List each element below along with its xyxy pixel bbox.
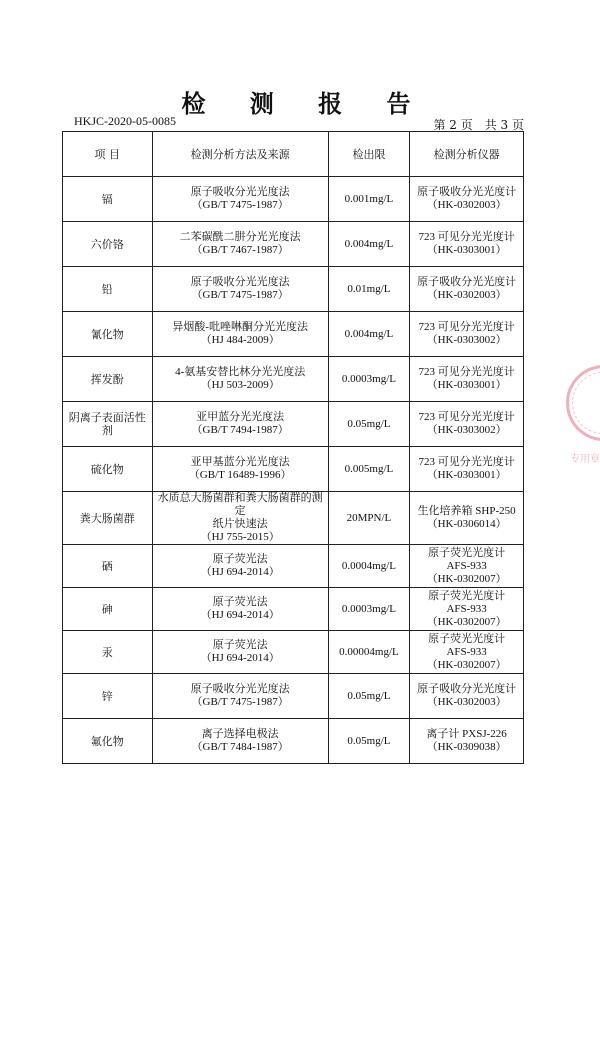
cell-detection-limit: 0.01mg/L [328,267,410,312]
method-line: 原子吸收分光光度法 [190,683,290,695]
method-line: （GB/T 7475-1987） [191,289,289,301]
cell-item: 铅 [63,267,153,312]
instrument-line: 原子荧光光度计 [428,589,506,602]
cell-detection-limit: 0.05mg/L [328,719,410,764]
cell-method [152,674,328,719]
method-line: 亚甲蓝分光光度法 [196,411,285,423]
cell-method [152,222,328,267]
page-info: 第 2 页 共 3 页 [433,118,524,132]
cell-item: 粪大肠菌群 [63,492,153,545]
table-row [63,222,524,267]
method-line: （HJ 484-2009） [200,334,280,346]
method-line: 纸片快速法 [212,518,268,530]
cell-method [152,719,328,764]
table-row [63,674,524,719]
cell-method [152,447,328,492]
cell-item: 硒 [63,545,153,588]
cell-detection-limit: 0.0003mg/L [328,588,410,631]
instrument-line: 723 可见分光光度计 [418,231,515,243]
cell-detection-limit: 0.0004mg/L [328,545,410,588]
cell-item: 锌 [63,674,153,719]
header-method: 检测分析方法及来源 [152,132,328,177]
method-line: 原子吸收分光光度法 [190,186,290,198]
cell-method [152,177,328,222]
cell-instrument [410,177,524,222]
table-row [63,357,524,402]
method-line: 4-氨基安替比林分光光度法 [175,366,306,378]
method-line: （HJ 694-2014） [200,652,280,664]
table-header-row [63,132,524,177]
table-row [63,402,524,447]
table-row [63,177,524,222]
cell-method [152,545,328,588]
instrument-line: 生化培养箱 SHP-250 [417,505,516,517]
red-seal-text: 专用章 [570,454,600,465]
method-line: （GB/T 7484-1987） [191,741,289,753]
cell-method [152,357,328,402]
cell-instrument [410,267,524,312]
method-line: （HJ 694-2014） [200,609,280,621]
cell-detection-limit: 20MPN/L [328,492,410,545]
instrument-line: 原子吸收分光光度计 [417,276,517,288]
table-row [63,312,524,357]
cell-instrument [410,357,524,402]
method-line: 水质总大肠菌群和粪大肠菌群的测定 [157,492,323,517]
cell-detection-limit: 0.05mg/L [328,402,410,447]
header-instrument: 检测分析仪器 [410,132,524,177]
instrument-line: （HK-0303002） [426,424,507,436]
header-item: 项 目 [63,132,153,177]
instrument-line: （HK-0302003） [426,199,507,211]
method-line: 原子荧光法 [212,596,268,608]
instrument-line: （HK-0303001） [426,379,507,391]
cell-item: 氰化物 [63,312,153,357]
cell-detection-limit: 0.004mg/L [328,222,410,267]
method-line: （GB/T 16489-1996） [188,469,292,481]
method-line: （HJ 503-2009） [200,379,280,391]
cell-instrument [410,588,524,631]
method-line: （HJ 694-2014） [200,566,280,578]
cell-detection-limit: 0.004mg/L [328,312,410,357]
instrument-line: （HK-0303001） [426,469,507,481]
report-title: 检 测 报 告 [181,89,429,118]
cell-method [152,588,328,631]
instrument-line: 原子吸收分光光度计 [417,186,517,198]
cell-instrument [410,312,524,357]
cell-item: 挥发酚 [63,357,153,402]
method-line: 亚甲基蓝分光光度法 [190,456,290,468]
instrument-line: （HK-0302007） [426,572,507,585]
report-number: HKJC-2020-05-0085 [74,114,176,128]
instrument-line: 离子计 PXSJ-226 [426,728,507,740]
cell-item: 阴离子表面活性剂 [63,402,153,447]
instrument-line: AFS-933 [446,602,487,615]
cell-detection-limit: 0.05mg/L [328,674,410,719]
instrument-line: （HK-0303001） [426,244,507,256]
method-line: （GB/T 7475-1987） [191,696,289,708]
method-line: （GB/T 7475-1987） [191,199,289,211]
cell-detection-limit: 0.00004mg/L [328,631,410,674]
cell-instrument [410,719,524,764]
method-line: 原子荧光法 [212,553,268,565]
method-line: 二苯碳酰二肼分光光度法 [179,231,301,243]
cell-instrument [410,674,524,719]
cell-item: 砷 [63,588,153,631]
cell-method [152,492,328,545]
cell-detection-limit: 0.0003mg/L [328,357,410,402]
instrument-line: 原子荧光光度计 [428,632,506,645]
method-line: （HJ 755-2015） [200,531,280,543]
cell-method [152,631,328,674]
method-line: 原子荧光法 [212,639,268,651]
table-row [63,631,524,674]
method-line: （GB/T 7494-1987） [191,424,289,436]
cell-instrument [410,545,524,588]
header-limit: 检出限 [328,132,410,177]
instrument-line: AFS-933 [446,559,487,572]
cell-instrument [410,447,524,492]
instrument-line: AFS-933 [446,645,487,658]
cell-item: 六价铬 [63,222,153,267]
method-line: 原子吸收分光光度法 [190,276,290,288]
cell-instrument [410,492,524,545]
table-row [63,492,524,545]
instrument-line: （HK-0302007） [426,615,507,628]
cell-item: 氟化物 [63,719,153,764]
method-line: 离子选择电极法 [201,728,279,740]
instrument-line: （HK-0302007） [426,658,507,671]
table-row [63,588,524,631]
cell-method [152,402,328,447]
cell-method [152,267,328,312]
method-line: （GB/T 7467-1987） [191,244,289,256]
instrument-line: （HK-0302003） [426,289,507,301]
table-row [63,267,524,312]
table-row [63,545,524,588]
instrument-line: （HK-0303002） [426,334,507,346]
method-line: 异烟酸-吡唑啉酮分光光度法 [172,321,308,333]
instrument-line: 723 可见分光光度计 [418,456,515,468]
cell-method [152,312,328,357]
table-row [63,447,524,492]
instrument-line: （HK-0302003） [426,696,507,708]
cell-item: 镉 [63,177,153,222]
cell-instrument [410,222,524,267]
cell-detection-limit: 0.005mg/L [328,447,410,492]
instrument-line: （HK-0309038） [426,741,507,753]
test-methods-table [62,131,524,764]
cell-item: 硫化物 [63,447,153,492]
cell-item: 汞 [63,631,153,674]
table-body [63,177,524,764]
instrument-line: 原子荧光光度计 [428,546,506,559]
table-row [63,719,524,764]
instrument-line: （HK-0306014） [426,518,507,530]
instrument-line: 723 可见分光光度计 [418,411,515,423]
cell-detection-limit: 0.001mg/L [328,177,410,222]
instrument-line: 原子吸收分光光度计 [417,683,517,695]
instrument-line: 723 可见分光光度计 [418,321,515,333]
cell-instrument [410,402,524,447]
cell-instrument [410,631,524,674]
instrument-line: 723 可见分光光度计 [418,366,515,378]
